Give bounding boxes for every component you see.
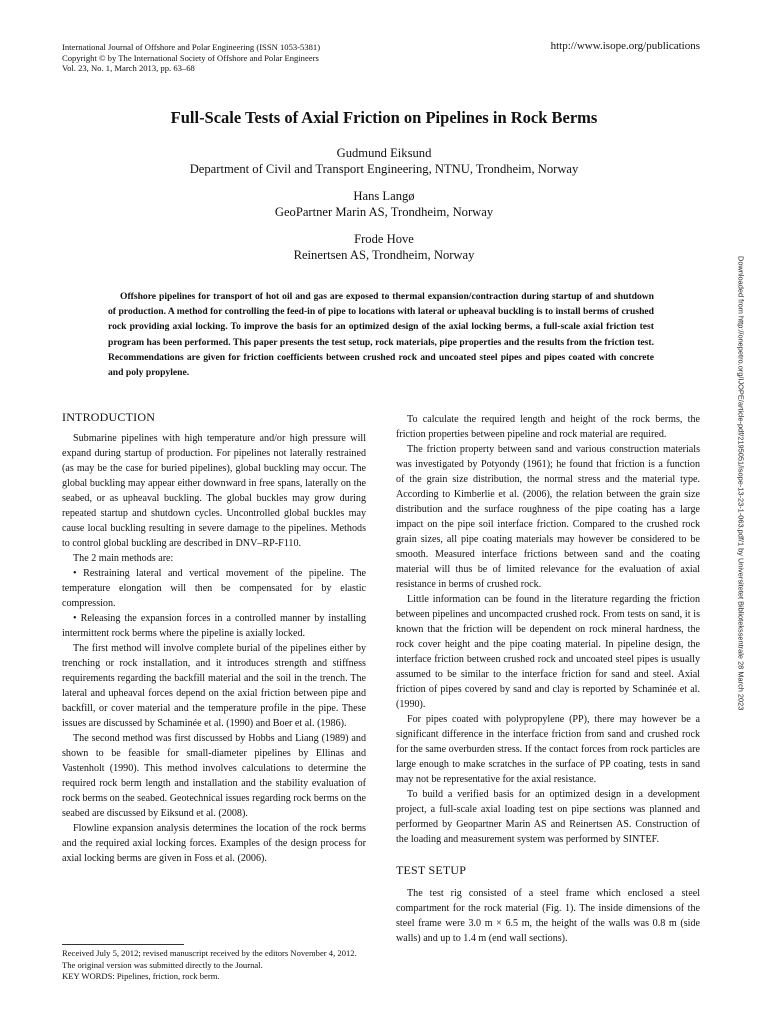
paragraph: The 2 main methods are: (73, 553, 174, 564)
download-watermark-text: Downloaded from http://onepetro.org/IJOPE/article-pdf/2195051/isope-13-23-1-063.pdf/1 by Universitetet Bibliotekssentrale 28 March 2023 (736, 256, 746, 711)
author-affiliation: Reinertsen AS, Trondheim, Norway (293, 248, 475, 262)
journal-line-3: Vol. 23, No. 1, March 2013, pp. 63–68 (62, 63, 195, 74)
author-name: Frode Hove (354, 232, 414, 246)
paper-title: Full-Scale Tests of Axial Friction on Pipelines in Rock Berms (170, 108, 598, 127)
author-affiliation: Department of Civil and Transport Engineering, NTNU, Trondheim, Norway (189, 162, 579, 176)
author-block-1 (0, 145, 768, 177)
journal-line-1: International Journal of Offshore and Polar Engineering (ISSN 1053-5381) (62, 42, 321, 52)
paragraph: The test rig consisted of a steel frame which enclosed a steel compartment for the rock material (Fig. 1). The inside dimensions of the steel frame were 3.0 m × 6.5 m, the height of the walls was 0.8 m (side walls) and up to 1.4 m (end wall sections). (396, 888, 700, 944)
left-column (62, 410, 366, 866)
paragraph: To build a verified basis for an optimized design in a development project, a full-scale axial loading test on pipe sections was planned and performed by Geopartner Marin AS and Reinertsen AS. Construction of the loading and measurement system was performed by SINTEF. (396, 789, 700, 845)
bullet-item: • Restraining lateral and vertical movement of the pipeline. The temperature elongation will then be compensated for by elastic compression. (62, 568, 366, 609)
journal-header (62, 42, 320, 74)
author-name: Hans Langø (353, 189, 415, 203)
download-watermark (732, 256, 750, 996)
paragraph: Submarine pipelines with high temperature and/or high pressure will expand during startup of production. For pipelines not laterally restrained (as may be the case for buried pipelines), global buckling may occur. The global buckling may appear either downward in free spans, laterally on the seabed, or as upheaval buckling. The global buckles may grow during repeated startup and shutdown cycles. Uncontrolled global buckles may cause local buckling resulting in severe damage to the pipelines. Methods to control global buckling are described in DNV–RP-F110. (62, 433, 366, 549)
abstract: Offshore pipelines for transport of hot oil and gas are exposed to thermal expansion/contraction during startup of and shutdown of production. A method for controlling the feed-in of pipe to locations with lateral or upheaval buckling is to install berms of crushed rock providing axial locking. To improve the basis for an optimized design of the axial locking berms, a full-scale axial friction test program has been performed. This paper presents the test setup, rock materials, pipe properties and the results from the friction test. Recommendations are given for friction coefficients between crushed rock and uncoated steel pipes and pipes coated with concrete and poly propylene. (108, 291, 654, 379)
publications-url[interactable]: http://www.isope.org/publications (550, 40, 700, 52)
footnote-keywords: KEY WORDS: Pipelines, friction, rock berm. (62, 971, 220, 982)
paragraph: To calculate the required length and height of the rock berms, the friction properties between pipeline and rock material are required. (396, 414, 700, 440)
paragraph: For pipes coated with polypropylene (PP), there may however be a significant difference in the interface friction from sand and crushed rock for the same overburden stress. If the contact forces from rock particles are large enough to make scratches in the surface of PP coating, tests in sand may not be representative for the axial resistance. (396, 714, 700, 785)
author-block-3 (0, 231, 768, 263)
paragraph: The first method will involve complete burial of the pipelines either by trenching or rock installation, and it introduces strength and stiffness requirements regarding the backfill material and the soil in the trench. The lateral and upheaval forces depend on the axial friction between pipe and backfill, or cover material and the temperature profile in the pipe. These issues are discussed by Schaminée et al. (1990) and Boer et al. (1986). (62, 643, 366, 729)
paragraph: The second method was first discussed by Hobbs and Liang (1989) and shown to be feasible for small-diameter pipelines by Ellinas and Vastenholt (1990). This method involves calculations to determine the required rock berm length and installation and the stability evaluation of rock berms on the seabed. Geotechnical issues regarding rock berms on the seabed are discussed by Eiksund et al. (2008). (62, 733, 366, 819)
author-block-2 (0, 188, 768, 220)
paragraph: Little information can be found in the literature regarding the friction between pipelines and uncompacted crushed rock. From tests on sand, it is known that the friction will be dependent on rock mineral hardness, the rock cover height and the pipe coating material. In pipeline design, the interface friction between crushed rock and uncoated steel pipes is usually assumed to be similar to the interface friction for sand and steel. Axial friction of pipes covered by sand and clay is reported by Schaminée et al. (1990). (396, 594, 700, 710)
paragraph: The friction property between sand and various construction materials was investigated by Potyondy (1961); he found that friction is a function of the grain size distribution, the normal stress and the material type. According to Kimberlie et al. (2006), the relation between the grain size distribution and the surface roughness of the pipe coating has a large impact on the pipe soil interface friction. Compared to the crushed rock grain sizes, all pipe coating materials may however be considered to be smooth. Measured interface frictions between sand and the coating material will thus be of limited relevance for the evaluation of axial resistance in berms of crushed rock. (396, 444, 700, 590)
author-affiliation: GeoPartner Marin AS, Trondheim, Norway (274, 205, 494, 219)
author-name: Gudmund Eiksund (336, 146, 432, 160)
footnote-rule (62, 944, 184, 945)
journal-line-2: Copyright © by The International Society of Offshore and Polar Engineers (62, 52, 319, 63)
paragraph: Flowline expansion analysis determines the location of the rock berms and the required axial locking forces. Examples of the design process for axial locking berms are given in Foss et al. (2006). (62, 823, 366, 864)
section-heading-introduction: INTRODUCTION (62, 410, 156, 424)
section-heading-test-setup: TEST SETUP (396, 863, 467, 877)
footnote-received: Received July 5, 2012; revised manuscript received by the editors November 4, 2012. The original version was submitted directly to the Journal. (62, 948, 357, 970)
right-column (396, 412, 700, 946)
bullet-item: • Releasing the expansion forces in a controlled manner by installing intermittent rock berms where the pipeline is axially locked. (62, 613, 366, 639)
footnote (62, 948, 366, 983)
